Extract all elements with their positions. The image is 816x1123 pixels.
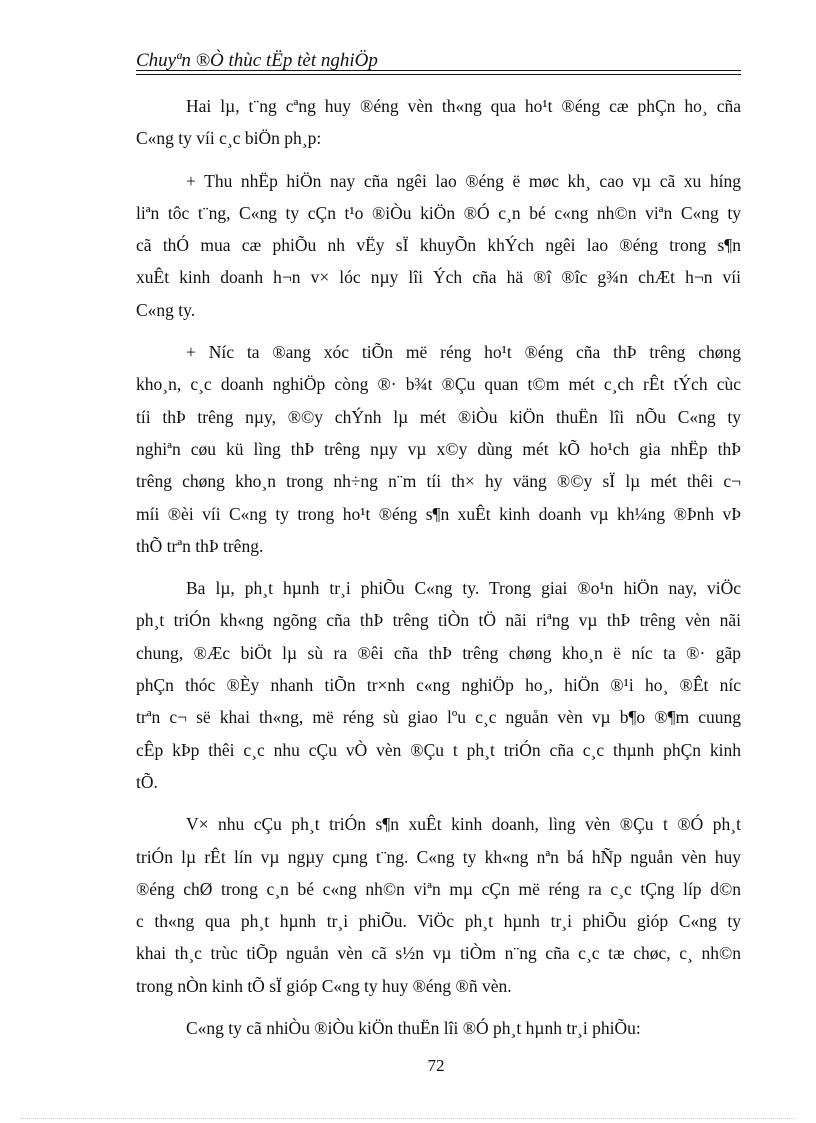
paragraph-line: Ba lµ, ph¸t hµnh tr¸i phiÕu C«ng ty. Trong giai ®o¹n hiÖn nay, viÖc (186, 578, 741, 599)
paragraph-line: C«ng ty cã nhiÒu ®iÒu kiÖn thuËn lîi ®Ó ph¸t hµnh tr¸i phiÕu: (186, 1018, 641, 1039)
page-number: 72 (427, 1056, 445, 1075)
paragraph-line: trêng chøng kho¸n trong nh÷ng n¨m tíi th× hy väng ®©y sÏ lµ mét thêi c¬ (136, 471, 741, 492)
paragraph-line: ®éng chØ trong c¸n bé c«ng nh©n viªn mµ cÇn më réng ra c¸c tÇng líp d©n (136, 878, 741, 899)
paragraph-line: C«ng ty. (136, 299, 196, 320)
paragraph (136, 90, 741, 155)
paragraph-line: trªn c¬ së khai th«ng, më réng sù giao lºu c¸c nguån vèn vµ b¶o ®¶m cuung (136, 707, 741, 728)
running-header-title: Chuyªn ®Ò thùc tËp tèt nghiÖp (136, 50, 378, 71)
paragraph-line: cã thÓ mua cæ phiÕu nh vËy sÏ khuyÕn khÝch ngêi lao ®éng trong s¶n (136, 235, 741, 256)
body-text (136, 90, 741, 1054)
paragraph-line: phÇn thóc ®Èy nhanh tiÕn tr×nh c«ng nghiÖp ho¸, hiÖn ®¹i ho¸ ®Êt níc (136, 675, 741, 696)
header-rule (136, 70, 741, 71)
paragraph-line: tíi thÞ trêng nµy, ®©y chÝnh lµ mét ®iÒu kiÖn thuËn lîi nÕu C«ng ty (136, 406, 741, 427)
paragraph-line: + Níc ta ®ang xóc tiÕn më réng ho¹t ®éng cña thÞ trêng chøng (186, 342, 741, 363)
paragraph (136, 336, 741, 562)
paragraph-line: cÊp kÞp thêi c¸c nhu cÇu vÒ vèn ®Çu t ph¸t triÓn cña c¸c thµnh phÇn kinh (136, 739, 741, 760)
paragraph-line: liªn tôc t¨ng, C«ng ty cÇn t¹o ®iÒu kiÖn ®Ó c¸n bé c«ng nh©n viªn C«ng ty (136, 202, 741, 223)
paragraph-line: trong nÒn kinh tÕ sÏ gióp C«ng ty huy ®éng ®ñ vèn. (136, 975, 512, 996)
paragraph-line: míi ®èi víi C«ng ty trong ho¹t ®éng s¶n xuÊt kinh doanh vµ kh¼ng ®Þnh vÞ (136, 503, 741, 524)
paragraph-line: C«ng ty víi c¸c biÖn ph¸p: (136, 128, 322, 149)
paragraph-line: xuÊt kinh doanh h¬n v× lóc nµy lîi Ých cña hä ®î ®îc g¾n chÆt h¬n víi (136, 267, 741, 288)
paragraph-line: triÓn lµ rÊt lín vµ ngµy cµng t¨ng. C«ng ty kh«ng nªn bá hÑp nguån vèn huy (136, 846, 741, 867)
page-bottom-border (20, 1118, 796, 1119)
paragraph-line: V× nhu cÇu ph¸t triÓn s¶n xuÊt kinh doanh, lìng vèn ®Çu t ®Ó ph¸t (186, 814, 741, 835)
paragraph-line: khai th¸c trùc tiÕp nguån vèn cã s½n vµ tiÒm n¨ng cña c¸c tæ chøc, c¸ nh©n (136, 943, 741, 964)
paragraph-line: Hai lµ, t¨ng cªng huy ®éng vèn th«ng qua ho¹t ®éng cæ phÇn ho¸ cña (186, 96, 741, 116)
paragraph-line: chung, ®Æc biÖt lµ sù ra ®êi cña thÞ trêng chøng kho¸n ë níc ta ®· gãp (136, 642, 741, 663)
paragraph-line: tÕ. (136, 771, 158, 792)
header-rule-thin (136, 74, 741, 75)
paragraph (136, 1012, 741, 1044)
paragraph-line: ph¸t triÓn kh«ng ngõng cña thÞ trêng tiÒn tÖ nãi riªng vµ thÞ trêng vèn nãi (136, 610, 741, 631)
paragraph (136, 572, 741, 798)
paragraph-line: kho¸n, c¸c doanh nghiÖp còng ®· b¾t ®Çu quan t©m mét c¸ch rÊt tÝch cùc (136, 374, 741, 395)
paragraph-line: nghiªn cøu kü lìng thÞ trêng nµy vµ x©y dùng mét kÕ ho¹ch gia nhËp thÞ (136, 438, 741, 459)
paragraph-line: c th«ng qua ph¸t hµnh tr¸i phiÕu. ViÖc ph¸t hµnh tr¸i phiÕu gióp C«ng ty (136, 911, 741, 932)
paragraph-line: + Thu nhËp hiÖn nay cña ngêi lao ®éng ë møc kh¸ cao vµ cã xu híng (186, 170, 741, 191)
paragraph (136, 808, 741, 1002)
paragraph (136, 165, 741, 326)
paragraph-line: thÕ trªn thÞ trêng. (136, 535, 264, 556)
